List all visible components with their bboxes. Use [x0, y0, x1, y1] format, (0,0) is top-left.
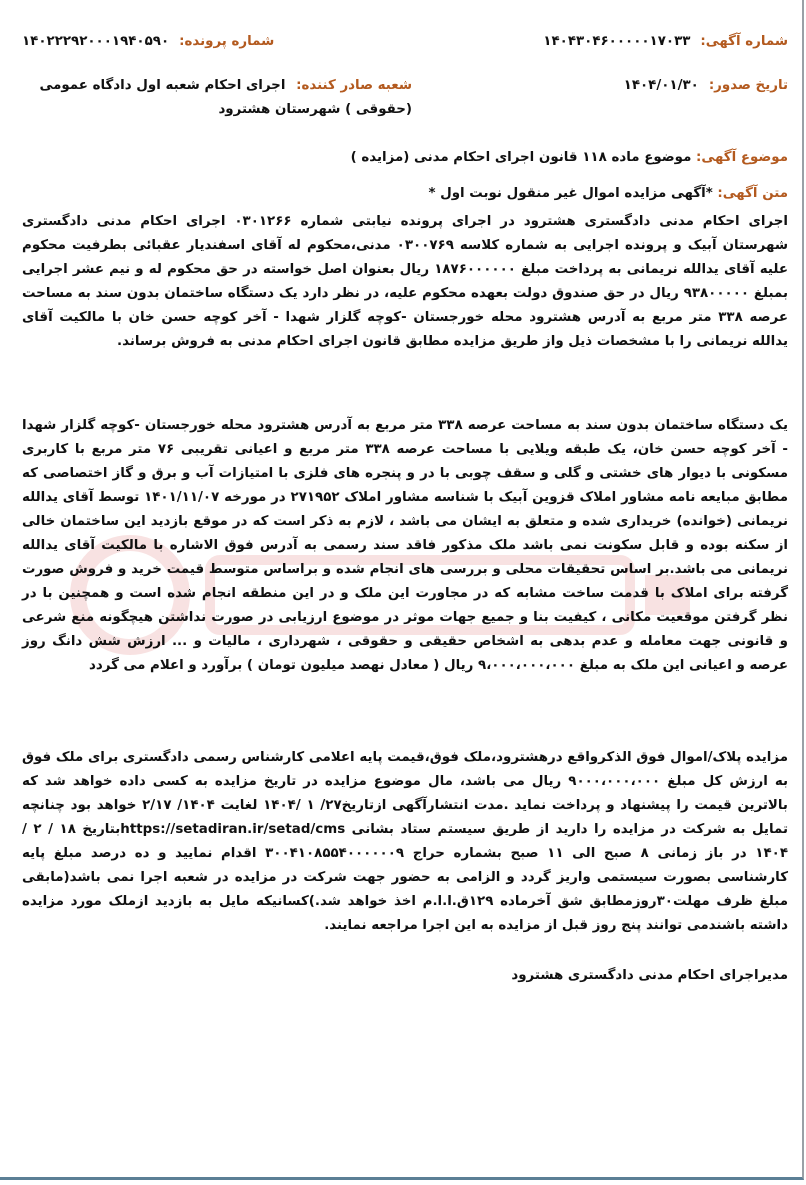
- issue-date: [624, 74, 788, 98]
- paragraph-property-description: یک دستگاه ساختمان بدون سند به مساحت عرصه ۳۳۸ متر مربع به آدرس هشترود محله خورجستان -کوچه گلزار شهدا - آخر کوچه حسن خان، یک طبقه ویلایی با مساحت عرصه ۳۳۸ متر مربع و اعیانی تقریبی ۷۶ متر مربع با کاربری مسکونی با دیوار های خشتی و گلی و سقف چوبی با در و پنجره های فلزی با امتیازات آب و برق و گاز اختصاصی که مطابق مبایعه نامه مشاور املاک قزوین آبیک با شناسه مشاور املاک ۲۷۱۹۵۲ در مورخه ۱۴۰۱/۱۱/۰۷ توسط آقای یدالله نریمانی (خوانده) خریداری شده و متعلق به ایشان می باشد ، لازم به ذکر است که در موقع بازدید این ساختمان خالی از سکنه بوده و قابل سکونت نمی باشد ملک مذکور فاقد سند رسمی به آدرس فوق الاشاره با مالکیت آقای یدالله نریمانی می باشد.بر اساس تحقیقات محلی و بررسی های انجام شده و براساس متوسط قیمت خرید و فروش صورت گرفته برای املاک با قدمت ساخت مشابه که در مجاورت این ملک و در این منطقه انجام شده است و همچنین با در نظر گرفتن موقعیت مکانی ، کیفیت بنا و جمیع جهات موثر در موضوع ارزیابی در صورت نداشتن هیچگونه منع شرعی و قانونی جهت معامله و عدم بدهی به اشخاص حقیقی و حقوقی ، شهرداری ، مالیات و ... ارزش شش دانگ روز عرصه و اعیانی این ملک به مبلغ ۹،۰۰۰،۰۰۰،۰۰۰ ریال ( معادل نهصد میلیون تومان ) برآورد و اعلام می گردد: [22, 418, 788, 673]
- issue-date-value: ۱۴۰۴/۰۱/۳۰: [623, 78, 699, 93]
- notice-title: [22, 182, 788, 206]
- notice-number-label: شماره آگهی:: [700, 34, 788, 49]
- issuing-branch-label: شعبه صادر کننده:: [296, 78, 412, 93]
- paragraph-intro: اجرای احکام مدنی دادگستری هشترود در اجرای پرونده نیابتی شماره ۰۳۰۱۲۶۶ اجرای احکام مدنی دادگستری شهرستان آبیک و پرونده اجرایی به شماره کلاسه ۰۳۰۰۷۶۹ مدنی،محکوم له آقای اسفندیار عقبائی بطرفیت محکوم علیه آقای یدالله نریمانی به پرداخت مبلغ ۱۸۷۶۰۰۰۰۰۰ ریال بعنوان اصل خواسته در حق محکوم له و نیم عشر اجرایی بمبلغ ۹۳۸۰۰۰۰۰ ریال در حق صندوق دولت بعهده محکوم علیه، در نظر دارد یک دستگاه ساختمان بدون سند به مساحت عرصه ۳۳۸ متر مربع به آدرس هشترود محله خورجستان -کوچه گلزار شهدا - آخر کوچه حسن خان با مالکیت آقای یدالله نریمانی را با مشخصات ذیل واز طریق مزایده مطابق قانون اجرای احکام مدنی به فروش برساند.: [22, 214, 788, 349]
- file-number-label: شماره پرونده:: [179, 34, 275, 49]
- notice-document: [22, 30, 788, 1185]
- text-label: متن آگهی:: [717, 186, 788, 201]
- file-number: [22, 30, 274, 54]
- issuing-branch-value: اجرای احکام شعبه اول دادگاه عمومی (حقوقی ) شهرستان هشترود: [39, 78, 412, 117]
- notice-subject: [22, 146, 788, 170]
- notice-number: [543, 30, 788, 54]
- paragraph-auction-terms: مزایده پلاک/اموال فوق الذکرواقع درهشترود،ملک فوق،قیمت پایه اعلامی کارشناس رسمی دادگستری برای ملک فوق به ارزش کل مبلغ ۹۰۰۰،۰۰۰،۰۰۰ ریال می باشد، مال موضوع مزایده در تاریخ مزایده به کسی داده خواهد شد که بالاترین قیمت را پیشنهاد و پرداخت نماید .مدت انتشارآگهی ازتاریخ۲۷/ ۱ /۱۴۰۴ لغایت ۱۴۰۴/ ۲/۱۷ خواهد بود چنانچه تمایل به شرکت در مزایده را دارید از طریق سیستم ستاد بشانی https://setadiran.ir/setad/cmsبتاریخ ۱۸ / ۲ / ۱۴۰۴ در باز زمانی ۸ صبح الی ۱۱ صبح بشماره حراج ۳۰۰۴۱۰۸۵۵۴۰۰۰۰۰۰۹ اقدام نمایید و ده درصد مبلغ پایه کارشناسی بصورت سیستمی واریز گردد و الزامی به حضور جهت شرکت در مزایده در شعبه اجرا نمی باشد(مابقی مبلغ ظرف مهلت۳۰روزمطابق شق آخرماده ۱۲۹ق.ا.ا.م اخذ خواهد شد.)کسانیکه مایل به بازدید ازملک مورد مزایده داشته باشندمی توانند پنج روز قبل از مزایده به این اجرا مراجعه نمایند.: [22, 750, 788, 933]
- title-value: *آگهی مزایده اموال غیر منقول نوبت اول *: [428, 186, 713, 201]
- issue-date-label: تاریخ صدور:: [708, 78, 788, 93]
- notice-number-value: ۱۴۰۴۳۰۴۶۰۰۰۰۰۱۷۰۳۳: [543, 34, 691, 49]
- signature: مدیراجرای احکام مدنی دادگستری هشترود: [511, 968, 788, 983]
- issuing-branch: [22, 74, 412, 122]
- subject-value: موضوع ماده ۱۱۸ قانون اجرای احکام مدنی (مزایده ): [350, 150, 692, 165]
- subject-label: موضوع آگهی:: [696, 150, 788, 165]
- file-number-value: ۱۴۰۲۲۲۹۲۰۰۰۱۹۴۰۵۹۰: [22, 34, 170, 49]
